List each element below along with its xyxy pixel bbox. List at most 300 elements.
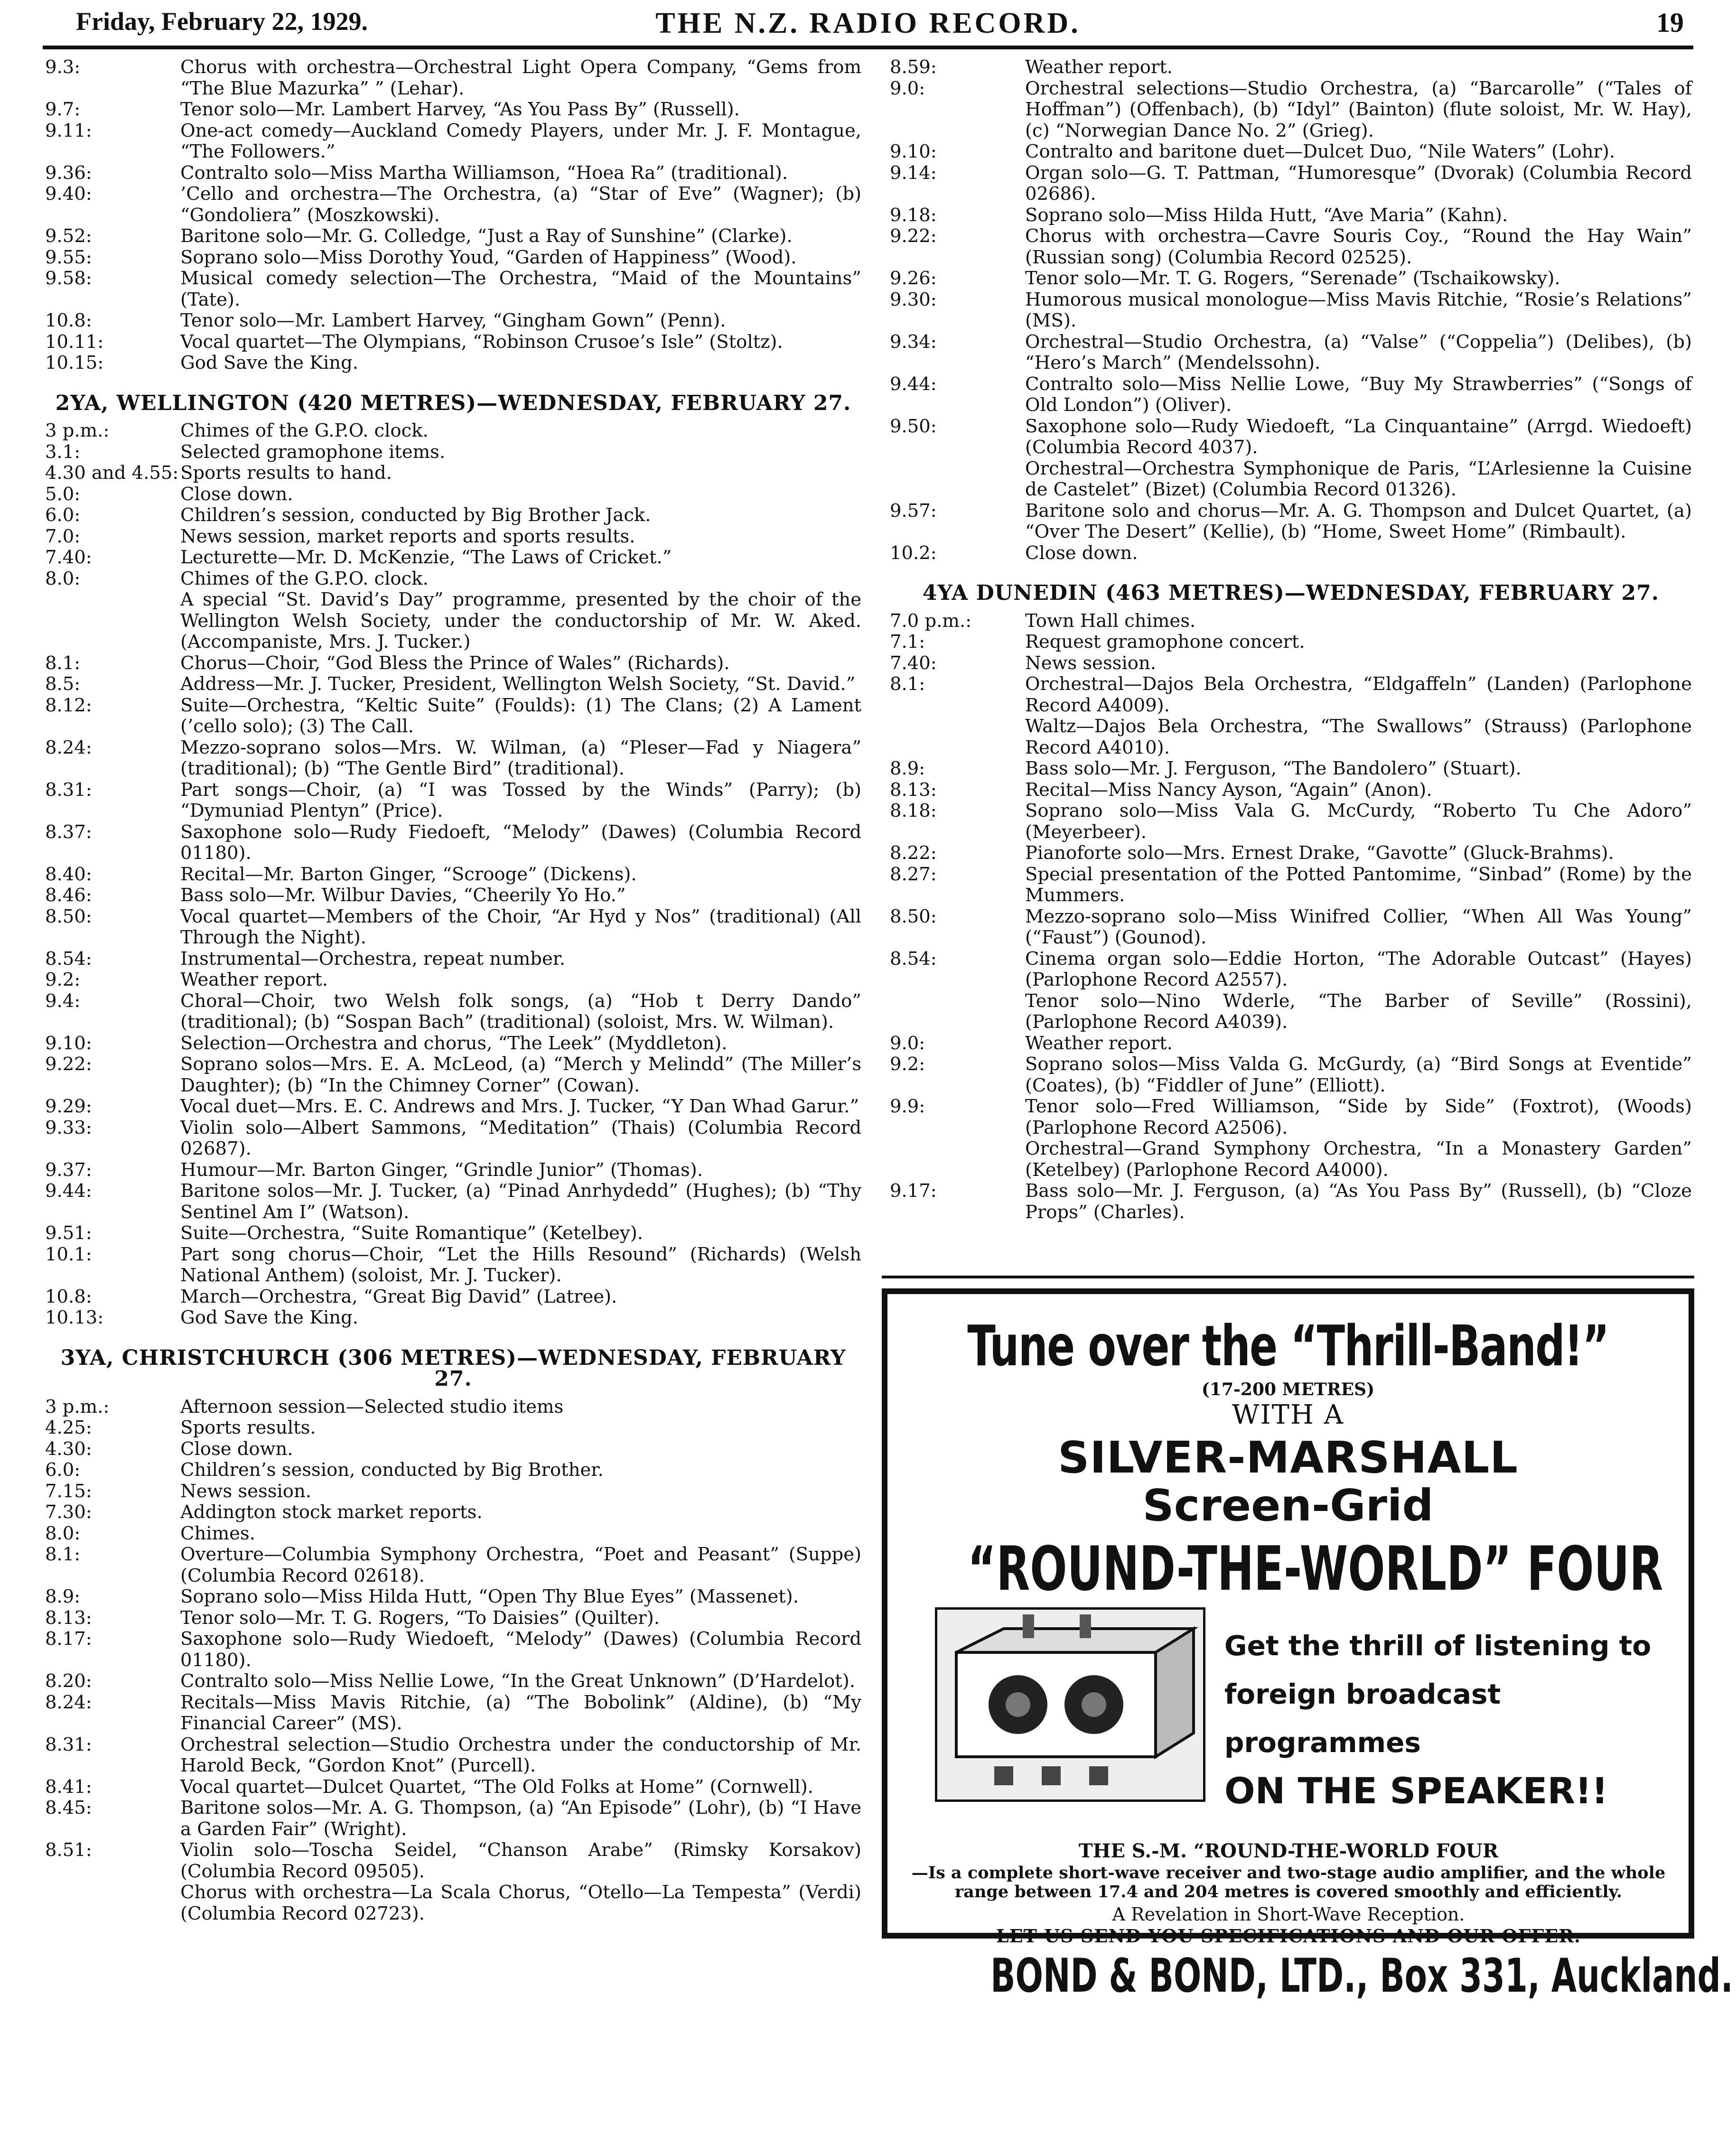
programme-time: 9.2: [45, 969, 81, 990]
programme-item [890, 416, 1692, 458]
programme-time: 8.17: [45, 1628, 92, 1650]
programme-text: Mezzo-soprano solos—Mrs. W. Wilman, (a) “Pleser—Fad y Niagera” (traditional); (b) “The Gentle Bird” (traditional). [180, 737, 861, 779]
programme-time: 7.40: [45, 547, 92, 568]
programme-item [45, 184, 861, 226]
programme-time: 8.59: [890, 56, 937, 78]
programme-item [45, 1439, 861, 1460]
programme-item [890, 843, 1692, 864]
programme-time: 9.52: [45, 225, 92, 247]
programme-item [45, 885, 861, 906]
programme-time: 8.31: [45, 1734, 92, 1755]
programme-time: 8.22: [890, 842, 937, 864]
programme-time: 7.1: [890, 631, 925, 653]
programme-item [45, 1586, 861, 1608]
programme-item [45, 1481, 861, 1502]
advert-with: WITH A [1232, 1399, 1344, 1430]
programme-text: Violin solo—Albert Sammons, “Meditation” (Thais) (Columbia Record 02687). [180, 1117, 861, 1159]
programme-text: March—Orchestra, “Great Big David” (Latree). [180, 1286, 617, 1307]
programme-text: Recital—Mr. Barton Ginger, “Scrooge” (Dickens). [180, 863, 637, 885]
programme-time: 8.1: [890, 673, 925, 695]
programme-text: Bass solo—Mr. J. Ferguson, “The Bandolero” (Stuart). [1025, 758, 1521, 779]
programme-item [890, 268, 1692, 289]
programme-time: 8.12: [45, 694, 92, 716]
continued-programme [45, 57, 861, 374]
programme-item [45, 1244, 861, 1287]
programme-item [890, 543, 1692, 564]
programme-item [45, 505, 861, 526]
programme-item [45, 569, 861, 590]
programme-item [45, 353, 861, 374]
programme-time: 9.30: [890, 289, 937, 310]
programme-time: 10.11: [45, 331, 104, 353]
programme-item [45, 1460, 861, 1481]
programme-time: 9.57: [890, 500, 937, 522]
programme-text: Afternoon session—Selected studio items [180, 1396, 564, 1417]
programme-item [890, 374, 1692, 416]
programme-item [890, 780, 1692, 801]
programme-item [45, 864, 861, 886]
programme-text: Chimes of the G.P.O. clock. [180, 420, 429, 441]
programme-time: 9.17: [890, 1180, 937, 1202]
programme-time: 8.50: [890, 905, 937, 927]
programme-text: News session. [180, 1480, 312, 1502]
programme-text: Children’s session, conducted by Big Brother Jack. [180, 504, 651, 526]
programme-time: 10.8: [45, 310, 92, 331]
programme-time: 9.37: [45, 1159, 92, 1181]
programme-time: 10.1: [45, 1243, 92, 1265]
programme-item [890, 226, 1692, 268]
programme-text: Soprano solos—Miss Valda G. McGurdy, (a) “Bird Songs at Eventide” (Coates), (b) “Fiddler of June” (Elliott). [1025, 1054, 1692, 1096]
programme-time: 8.54: [890, 948, 937, 970]
programme-time: 8.18: [890, 800, 937, 821]
page-header [0, 0, 1736, 52]
programme-item [45, 1734, 861, 1777]
programme-time: 6.0: [45, 504, 81, 526]
programme-text: Baritone solos—Mr. A. G. Thompson, (a) “An Episode” (Lohr), (b) “I Have a Garden Fair” (Wright). [180, 1797, 861, 1840]
programme-time: 10.13: [45, 1307, 104, 1328]
programme-text: Tenor solo—Nino Wderle, “The Barber of Seville” (Rossini), (Parlophone Record A4039). [1025, 990, 1692, 1033]
programme-time: 4.25: [45, 1417, 92, 1438]
programme-text: Instrumental—Orchestra, repeat number. [180, 948, 566, 970]
programme-time: 9.10: [45, 1032, 92, 1054]
section-heading-dunedin: 4YA DUNEDIN (463 METRES)—WEDNESDAY, FEBRUARY 27. [922, 581, 1660, 605]
programme-time: 4.30 and 4.55: [45, 462, 179, 484]
programme-text: Weather report. [180, 969, 328, 990]
programme-item [45, 589, 861, 653]
programme-text: Soprano solo—Miss Hilda Hutt, “Open Thy Blue Eyes” (Massenet). [180, 1586, 799, 1607]
left-column [45, 57, 861, 1924]
programme-item [45, 310, 861, 332]
programme-time: 8.0: [45, 568, 81, 589]
programme-item [890, 78, 1692, 142]
programme-time: 8.54: [45, 948, 92, 970]
programme-item [45, 1502, 861, 1523]
programme-item [45, 420, 861, 442]
programme-text: Addington stock market reports. [180, 1501, 483, 1523]
advert-pitch [1224, 1622, 1671, 1815]
programme-text: Soprano solo—Miss Dorothy Youd, “Garden of Happiness” (Wood). [180, 246, 797, 268]
programme-text: One-act comedy—Auckland Comedy Players, under Mr. J. F. Montague, “The Followers.” [180, 120, 861, 162]
advert-headline: Tune over the “Thrill-Band!” [967, 1313, 1609, 1379]
programme-item [890, 1054, 1692, 1096]
programme-time: 9.34: [890, 331, 937, 353]
programme-time: 8.31: [45, 779, 92, 801]
programme-text: God Save the King. [180, 352, 358, 373]
programme-text: Waltz—Dajos Bela Orchestra, “The Swallows” (Strauss) (Parlophone Record A4010). [1025, 716, 1692, 758]
programme-text: Saxophone solo—Rudy Fiedoeft, “Melody” (Dawes) (Columbia Record 01180). [180, 821, 861, 864]
advert-dealer: BOND & BOND, LTD., Box 331, Auckland. [990, 1949, 1733, 2003]
programme-text: Town Hall chimes. [1025, 610, 1196, 632]
programme-text: Part songs—Choir, (a) “I was Tossed by the Winds” (Parry); (b) “Dymuniad Plentyn” (Price). [180, 779, 861, 821]
programme-text: Bass solo—Mr. J. Ferguson, (a) “As You Pass By” (Russell), (b) “Cloze Props” (Charles). [1025, 1180, 1692, 1223]
programme-text: Pianoforte solo—Mrs. Ernest Drake, “Gavotte” (Gluck-Brahms). [1025, 842, 1614, 864]
advert-revelation: A Revelation in Short-Wave Reception. [1112, 1904, 1465, 1925]
programme-item [890, 1033, 1692, 1054]
programme-item [45, 1692, 861, 1734]
programme-time: 7.40: [890, 652, 937, 674]
programme-item [890, 906, 1692, 949]
wellington-programme [45, 420, 861, 1329]
programme-text: Cinema organ solo—Eddie Horton, “The Adorable Outcast” (Hayes) (Parlophone Record A2557). [1025, 948, 1692, 990]
programme-text: Chimes. [180, 1522, 255, 1544]
programme-item [890, 163, 1692, 205]
programme-time: 8.9: [890, 758, 925, 779]
issue-date: Friday, February 22, 1929. [76, 7, 368, 36]
programme-text: Baritone solo and chorus—Mr. A. G. Thompson and Dulcet Quartet, (a) “Over The Desert” (Kellie), (b) “Home, Sweet Home” (Rimbault). [1025, 500, 1692, 542]
advert-pitch-line-2: foreign broadcast programmes [1224, 1678, 1501, 1759]
programme-item [45, 949, 861, 970]
programme-text: Chorus—Choir, “God Bless the Prince of Wales” (Richards). [180, 652, 730, 674]
programme-time: 8.13: [890, 779, 937, 801]
programme-item [890, 332, 1692, 374]
programme-text: Request gramophone concert. [1025, 631, 1305, 653]
programme-text: Selected gramophone items. [180, 441, 446, 463]
advert-sm-line: THE S.-M. “ROUND-THE-WORLD FOUR [1078, 1840, 1499, 1862]
programme-text: Orchestral selections—Studio Orchestra, (a) “Barcarolle” (“Tales of Hoffman”) (Offenbach), (b) “Idyl” (Bainton) (flute soloist, Mr. W. Hay), (c) “Norwegian Dance No. 2” (Grieg). [1025, 77, 1692, 141]
programme-item [890, 991, 1692, 1033]
programme-text: Close down. [180, 483, 293, 505]
programme-time: 3 p.m.: [45, 1396, 110, 1417]
programme-item [890, 1181, 1692, 1223]
programme-item [45, 463, 861, 484]
advertisement [882, 1288, 1733, 2003]
programme-time: 9.0: [890, 77, 925, 99]
programme-time: 7.0: [45, 525, 81, 547]
programme-item [45, 1160, 861, 1181]
page-number: 19 [1656, 7, 1684, 38]
programme-time: 7.0 p.m.: [890, 610, 972, 632]
programme-time: 8.24: [45, 1691, 92, 1713]
programme-text: Orchestral—Dajos Bela Orchestra, “Eldgaffeln” (Landen) (Parlophone Record A4009). [1025, 673, 1692, 716]
programme-item [45, 1307, 861, 1329]
programme-time: 10.2: [890, 542, 937, 564]
programme-time: 10.15: [45, 352, 104, 373]
programme-text: Vocal quartet—The Olympians, “Robinson Crusoe’s Isle” (Stoltz). [180, 331, 783, 353]
programme-text: Tenor solo—Mr. T. G. Rogers, “To Daisies” (Quilter). [180, 1607, 660, 1629]
programme-time: 8.50: [45, 905, 92, 927]
programme-item [45, 1054, 861, 1096]
programme-time: 9.40: [45, 183, 92, 205]
programme-text: Soprano solo—Miss Vala G. McCurdy, “Roberto Tu Che Adoro” (Meyerbeer). [1025, 800, 1692, 843]
programme-item [890, 141, 1692, 163]
programme-item [45, 991, 861, 1033]
programme-item [45, 1798, 861, 1840]
programme-time: 8.0: [45, 1522, 81, 1544]
programme-text: Chorus with orchestra—La Scala Chorus, “Otello—La Tempesta” (Verdi) (Columbia Record 02723). [180, 1882, 861, 1924]
programme-text: Vocal quartet—Members of the Choir, “Ar Hyd y Nos” (traditional) (All Through the Night). [180, 905, 861, 948]
advert-metres: (17-200 METRES) [1201, 1380, 1375, 1399]
programme-time: 8.37: [45, 821, 92, 843]
programme-item [45, 1523, 861, 1545]
programme-time: 8.1: [45, 652, 81, 674]
programme-text: Soprano solos—Mrs. E. A. McLeod, (a) “Merch y Melindd” (The Miller’s Daughter); (b) “In the Chimney Corner” (Cowan). [180, 1054, 861, 1096]
programme-item [45, 1223, 861, 1244]
header-rule [43, 46, 1693, 49]
programme-text: Tenor solo—Fred Williamson, “Side by Side” (Foxtrot), (Woods) (Parlophone Record A2506). [1025, 1096, 1692, 1138]
programme-time: 7.15: [45, 1480, 92, 1502]
programme-item [45, 1417, 861, 1439]
programme-item [45, 121, 861, 163]
programme-time: 9.22: [45, 1054, 92, 1075]
programme-time: 9.9: [890, 1096, 925, 1117]
advert-pitch-line-1: Get the thrill of listening to [1224, 1630, 1652, 1662]
section-heading-wellington: 2YA, WELLINGTON (420 METRES)—WEDNESDAY, FEBRUARY 27. [55, 391, 851, 415]
programme-time: 3.1: [45, 441, 81, 463]
programme-time: 8.20: [45, 1670, 92, 1692]
programme-item [45, 268, 861, 310]
programme-item [45, 780, 861, 822]
programme-text: Sports results to hand. [180, 462, 392, 484]
programme-text: Sports results. [180, 1417, 316, 1438]
christchurch-continued [890, 57, 1692, 564]
programme-text: Chorus with orchestra—Orchestral Light Opera Company, “Gems from “The Blue Mazurka” ” (Lehar). [180, 56, 861, 99]
programme-item [890, 674, 1692, 716]
programme-time: 5.0: [45, 483, 81, 505]
programme-time: 9.44: [45, 1180, 92, 1202]
programme-time: 9.7: [45, 99, 81, 120]
programme-text: Saxophone solo—Rudy Wiedoeft, “Melody” (Dawes) (Columbia Record 01180). [180, 1628, 861, 1671]
programme-text: Vocal quartet—Dulcet Quartet, “The Old Folks at Home” (Cornwell). [180, 1776, 813, 1798]
programme-text: Orchestral selection—Studio Orchestra under the conductorship of Mr. Harold Beck, “Gordon Knot” (Purcell). [180, 1734, 861, 1776]
programme-time: 3 p.m.: [45, 420, 110, 441]
programme-item [890, 716, 1692, 758]
programme-time: 8.5: [45, 673, 81, 695]
programme-time: 9.26: [890, 268, 937, 289]
programme-text: Close down. [1025, 542, 1138, 564]
programme-item [45, 484, 861, 505]
programme-text: Saxophone solo—Rudy Wiedoeft, “La Cinquantaine” (Arrgd. Wiedoeft) (Columbia Record 4037). [1025, 415, 1692, 458]
programme-text: Orchestral—Studio Orchestra, (a) “Valse” (“Coppelia”) (Delibes), (b) “Hero’s March” (Mendelssohn). [1025, 331, 1692, 373]
programme-text: News session. [1025, 652, 1157, 674]
programme-time: 9.3: [45, 56, 81, 78]
programme-item [45, 737, 861, 780]
programme-text: Selection—Orchestra and chorus, “The Leek” (Myddleton). [180, 1032, 728, 1054]
programme-time: 8.40: [45, 863, 92, 885]
programme-text: Humour—Mr. Barton Ginger, “Grindle Junior” (Thomas). [180, 1159, 703, 1181]
programme-time: 8.24: [45, 737, 92, 758]
programme-time: 6.0: [45, 1459, 81, 1481]
programme-text: Weather report. [1025, 1032, 1173, 1054]
programme-item [45, 1118, 861, 1160]
programme-item [890, 57, 1692, 78]
programme-text: Mezzo-soprano solo—Miss Winifred Collier, “When All Was Young” (“Faust”) (Gounod). [1025, 905, 1692, 948]
programme-time: 9.44: [890, 373, 937, 395]
programme-item [45, 226, 861, 247]
programme-time: 4.30: [45, 1438, 92, 1460]
programme-time: 9.14: [890, 162, 937, 184]
programme-text: Soprano solo—Miss Hilda Hutt, “Ave Maria” (Kahn). [1025, 204, 1508, 226]
programme-time: 9.18: [890, 204, 937, 226]
programme-item [890, 205, 1692, 226]
radio-receiver-illustration [935, 1607, 1205, 1802]
programme-time: 9.36: [45, 162, 92, 184]
advert-brand: SILVER-MARSHALL [1058, 1432, 1518, 1483]
publication-title: THE N.Z. RADIO RECORD. [655, 7, 1081, 39]
programme-item [45, 57, 861, 99]
programme-time: 9.51: [45, 1222, 92, 1244]
programme-text: God Save the King. [180, 1307, 358, 1328]
christchurch-programme [45, 1397, 861, 1925]
programme-item [45, 1671, 861, 1692]
programme-time: 8.46: [45, 885, 92, 906]
programme-item [45, 1882, 861, 1924]
programme-item [45, 653, 861, 674]
programme-time: 8.1: [45, 1544, 81, 1565]
programme-text: Orchestral—Grand Symphony Orchestra, “In a Monastery Garden” (Ketelbey) (Parlophone Record A4000). [1025, 1138, 1692, 1181]
programme-text: Musical comedy selection—The Orchestra, “Maid of the Mountains” (Tate). [180, 268, 861, 310]
programme-text: Tenor solo—Mr. Lambert Harvey, “As You Pass By” (Russell). [180, 99, 740, 120]
programme-item [890, 289, 1692, 332]
programme-text: Chorus with orchestra—Cavre Souris Coy., “Round the Hay Wain” (Russian song) (Columbia Record 02525). [1025, 225, 1692, 268]
programme-item [890, 611, 1692, 632]
programme-text: Contralto solo—Miss Martha Williamson, “Hoea Ra” (traditional). [180, 162, 788, 184]
advert-model: “ROUND-THE-WORLD” FOUR [967, 1534, 1663, 1604]
programme-item [45, 332, 861, 353]
programme-time: 9.11: [45, 120, 92, 141]
programme-text: Choral—Choir, two Welsh folk songs, (a) “Hob t Derry Dando” (traditional); (b) “Sospan Bach” (traditional) (soloist, Mrs. W. Wilman). [180, 990, 861, 1033]
programme-item [45, 906, 861, 949]
programme-text: Chimes of the G.P.O. clock. [180, 568, 429, 589]
programme-item [45, 695, 861, 737]
programme-item [890, 1096, 1692, 1138]
programme-text: Suite—Orchestra, “Keltic Suite” (Foulds): (1) The Clans; (2) A Lament (’cello solo); (3) The Call. [180, 694, 861, 737]
programme-item [45, 1287, 861, 1308]
programme-item [45, 547, 861, 569]
advert-top-rule [882, 1276, 1694, 1278]
programme-time: 9.10: [890, 141, 937, 162]
programme-time: 8.45: [45, 1797, 92, 1818]
programme-time: 8.51: [45, 1839, 92, 1861]
programme-text: Baritone solos—Mr. J. Tucker, (a) “Pinad Anrhydedd” (Hughes); (b) “Thy Sentinel Am I” (Watson). [180, 1180, 861, 1223]
programme-item [45, 674, 861, 695]
programme-text: Baritone solo—Mr. G. Colledge, “Just a Ray of Sunshine” (Clarke). [180, 225, 793, 247]
programme-text: Part song chorus—Choir, “Let the Hills Resound” (Richards) (Welsh National Anthem) (soloist, Mr. J. Tucker). [180, 1243, 861, 1286]
programme-text: Contralto solo—Miss Nellie Lowe, “Buy My Strawberries” (“Songs of Old London”) (Oliver). [1025, 373, 1692, 416]
programme-time: 9.0: [890, 1032, 925, 1054]
programme-item [45, 163, 861, 184]
programme-text: Address—Mr. J. Tucker, President, Wellington Welsh Society, “St. David.” [180, 673, 856, 695]
programme-text: Weather report. [1025, 56, 1173, 78]
dunedin-programme [890, 611, 1692, 1223]
programme-time: 9.55: [45, 246, 92, 268]
programme-item [890, 864, 1692, 906]
programme-text: Children’s session, conducted by Big Brother. [180, 1459, 604, 1481]
programme-item [45, 99, 861, 121]
programme-text: Special presentation of the Potted Pantomime, “Sinbad” (Rome) by the Mummers. [1025, 863, 1692, 906]
programme-text: Recitals—Miss Mavis Ritchie, (a) “The Bobolink” (Aldine), (b) “My Financial Career” (MS). [180, 1691, 861, 1734]
programme-text: Lecturette—Mr. D. McKenzie, “The Laws of Cricket.” [180, 547, 672, 568]
programme-item [890, 801, 1692, 843]
programme-item [890, 949, 1692, 991]
programme-item [45, 247, 861, 269]
programme-time: 9.2: [890, 1054, 925, 1075]
programme-item [45, 1840, 861, 1882]
programme-item [890, 501, 1692, 543]
section-heading-christchurch: 3YA, CHRISTCHURCH (306 METRES)—WEDNESDAY, FEBRUARY 27. [60, 1345, 846, 1391]
programme-text: Contralto and baritone duet—Dulcet Duo, “Nile Waters” (Lohr). [1025, 141, 1615, 162]
programme-time: 9.22: [890, 225, 937, 247]
programme-time: 8.41: [45, 1776, 92, 1798]
programme-item [890, 632, 1692, 653]
advert-offer: LET US SEND YOU SPECIFICATIONS AND OUR OFFER. [996, 1925, 1581, 1947]
programme-item [45, 1096, 861, 1118]
programme-item [45, 526, 861, 548]
programme-time: 8.9: [45, 1586, 81, 1607]
programme-text: Overture—Columbia Symphony Orchestra, “Poet and Peasant” (Suppe) (Columbia Record 02618). [180, 1544, 861, 1586]
programme-time: 8.13: [45, 1607, 92, 1629]
programme-item [45, 1033, 861, 1054]
programme-time: 9.50: [890, 415, 937, 437]
programme-time: 9.4: [45, 990, 81, 1012]
radio-receiver-drawing [937, 1610, 1203, 1799]
advert-product: Screen-Grid [1142, 1480, 1434, 1531]
programme-text: Tenor solo—Mr. T. G. Rogers, “Serenade” (Tschaikowsky). [1025, 268, 1560, 289]
programme-text: ’Cello and orchestra—The Orchestra, (a) “Star of Eve” (Wagner); (b) “Gondoliera” (Moszkowski). [180, 183, 861, 226]
programme-time: 9.29: [45, 1096, 92, 1117]
programme-item [45, 442, 861, 463]
programme-time: 10.8: [45, 1286, 92, 1307]
programme-text: Humorous musical monologue—Miss Mavis Ritchie, “Rosie’s Relations” (MS). [1025, 289, 1692, 331]
programme-text: Suite—Orchestra, “Suite Romantique” (Ketelbey). [180, 1222, 643, 1244]
programme-item [890, 458, 1692, 501]
programme-text: Organ solo—G. T. Pattman, “Humoresque” (Dvorak) (Columbia Record 02686). [1025, 162, 1692, 205]
advert-description: —Is a complete short-wave receiver and two-stage audio amplifier, and the whole range between 17.4 and 204 metres is covered smoothly and efficiently. [911, 1863, 1666, 1902]
programme-text: Orchestral—Orchestra Symphonique de Paris, “L’Arlesienne la Cuisine de Castelet” (Bizet) (Columbia Record 01326). [1025, 457, 1692, 500]
programme-item [45, 1181, 861, 1223]
programme-item [890, 758, 1692, 780]
programme-text: Vocal duet—Mrs. E. C. Andrews and Mrs. J. Tucker, “Y Dan Whad Garur.” [180, 1096, 859, 1117]
advert-pitch-line-3: ON THE SPEAKER!! [1224, 1770, 1608, 1812]
programme-text: A special “St. David’s Day” programme, presented by the choir of the Wellington Welsh Society, under the conductorship of Mr. W. Aked. (Accompaniste, Mrs. J. Tucker.) [180, 589, 861, 653]
programme-text: Close down. [180, 1438, 293, 1460]
programme-item [45, 1629, 861, 1671]
programme-item [45, 1608, 861, 1629]
programme-item [890, 653, 1692, 674]
programme-item [45, 1397, 861, 1418]
programme-time: 8.27: [890, 863, 937, 885]
programme-item [45, 822, 861, 864]
programme-text: Bass solo—Mr. Wilbur Davies, “Cheerily Yo Ho.” [180, 885, 626, 906]
programme-time: 9.33: [45, 1117, 92, 1138]
programme-item [45, 1544, 861, 1586]
programme-text: Contralto solo—Miss Nellie Lowe, “In the Great Unknown” (D’Hardelot). [180, 1670, 856, 1692]
programme-item [890, 1138, 1692, 1181]
programme-text: Tenor solo—Mr. Lambert Harvey, “Gingham Gown” (Penn). [180, 310, 726, 331]
programme-text: News session, market reports and sports results. [180, 525, 635, 547]
programme-time: 9.58: [45, 268, 92, 289]
right-column [890, 57, 1692, 1223]
programme-item [45, 970, 861, 991]
